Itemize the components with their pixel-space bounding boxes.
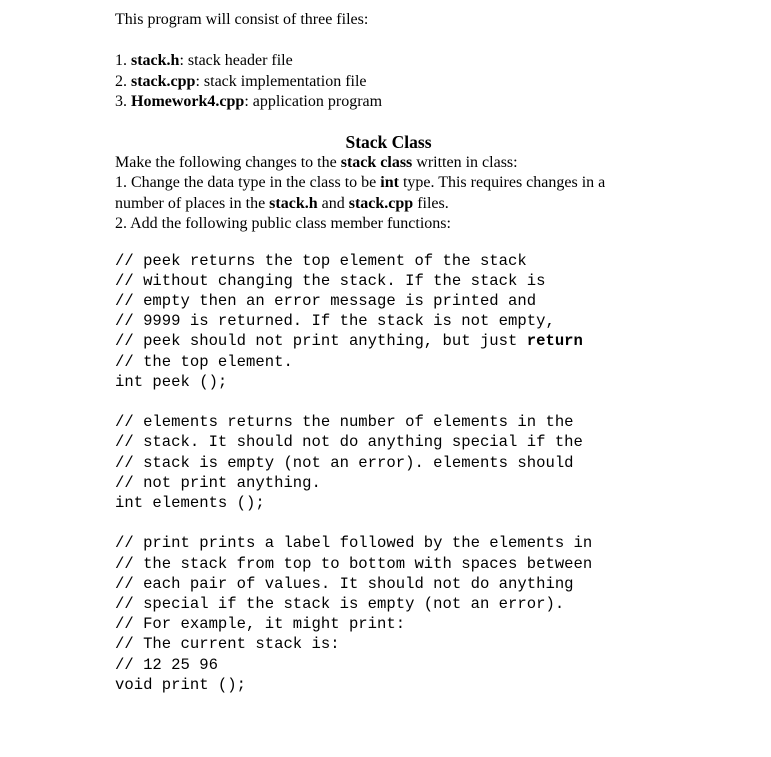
code-block-peek bbox=[115, 251, 715, 392]
file-name: stack.cpp bbox=[131, 72, 196, 90]
changes-intro bbox=[115, 153, 715, 174]
code-comment-line: // the top element. bbox=[115, 352, 293, 371]
code-block-elements bbox=[115, 412, 715, 513]
change-item-1 bbox=[115, 173, 715, 194]
bold-text-run: stack.h bbox=[269, 194, 318, 212]
code-comment-line: // 12 25 96 bbox=[115, 655, 218, 674]
bold-text-run: int bbox=[380, 174, 399, 191]
bold-text-run: stack.cpp bbox=[348, 194, 414, 212]
file-list-item bbox=[115, 72, 715, 93]
spacer bbox=[115, 513, 715, 533]
code-comment-line: // elements returns the number of elements in the bbox=[115, 413, 574, 432]
item-number: 3. bbox=[115, 93, 131, 110]
code-comment-line: // stack. It should not do anything special if the bbox=[115, 433, 583, 452]
file-description: : application program bbox=[244, 93, 383, 110]
code-block-print bbox=[115, 533, 715, 695]
spacer bbox=[115, 113, 715, 132]
file-description: : stack header file bbox=[179, 52, 293, 69]
text-run: 1. Change the data type in the class to be bbox=[115, 174, 381, 191]
code-comment-line: // print prints a label followed by the elements in bbox=[115, 534, 593, 553]
code-comment-line: // without changing the stack. If the stack is bbox=[115, 271, 546, 290]
text-run: // peek should not print anything, but just bbox=[115, 332, 527, 351]
code-comment-line: // The current stack is: bbox=[115, 635, 340, 654]
code-comment-line: // 9999 is returned. If the stack is not empty, bbox=[115, 312, 555, 331]
text-run: and bbox=[317, 194, 349, 212]
file-list-item bbox=[115, 92, 715, 113]
code-comment-line: // stack is empty (not an error). elements should bbox=[115, 453, 574, 472]
code-declaration: void print (); bbox=[115, 675, 247, 694]
change-item-1-continued bbox=[115, 194, 715, 215]
code-comment-line: // the stack from top to bottom with spaces between bbox=[115, 554, 593, 573]
document-page bbox=[115, 10, 715, 695]
code-comment-line: // empty then an error message is printed and bbox=[115, 291, 537, 310]
change-item-2: 2. Add the following public class member functions: bbox=[115, 215, 451, 232]
file-name: Homework4.cpp bbox=[131, 93, 245, 110]
code-comment-line: // not print anything. bbox=[115, 473, 321, 492]
file-list-item bbox=[115, 51, 715, 72]
code-declaration: int elements (); bbox=[115, 493, 265, 512]
section-title: Stack Class bbox=[345, 131, 432, 152]
file-name: stack.h bbox=[131, 52, 180, 69]
file-description: : stack implementation file bbox=[195, 72, 367, 90]
spacer bbox=[115, 392, 715, 412]
code-comment-line bbox=[115, 331, 715, 351]
text-run: written in class: bbox=[412, 153, 518, 171]
text-run: Make the following changes to the bbox=[115, 153, 341, 171]
code-comment-line: // special if the stack is empty (not an error). bbox=[115, 594, 565, 613]
spacer bbox=[115, 31, 715, 52]
code-declaration: int peek (); bbox=[115, 372, 228, 391]
intro-text: This program will consist of three files: bbox=[115, 11, 369, 28]
text-run: files. bbox=[413, 194, 449, 212]
item-number: 1. bbox=[115, 52, 131, 69]
item-number: 2. bbox=[115, 72, 131, 90]
text-run: type. This requires changes in a bbox=[398, 174, 606, 191]
code-comment-line: // each pair of values. It should not do anything bbox=[115, 574, 574, 593]
text-run: number of places in the bbox=[115, 194, 270, 212]
bold-text-run: stack class bbox=[340, 153, 413, 171]
code-comment-line: // peek returns the top element of the stack bbox=[115, 251, 527, 270]
code-comment-line: // For example, it might print: bbox=[115, 615, 406, 634]
bold-keyword: return bbox=[526, 332, 583, 351]
